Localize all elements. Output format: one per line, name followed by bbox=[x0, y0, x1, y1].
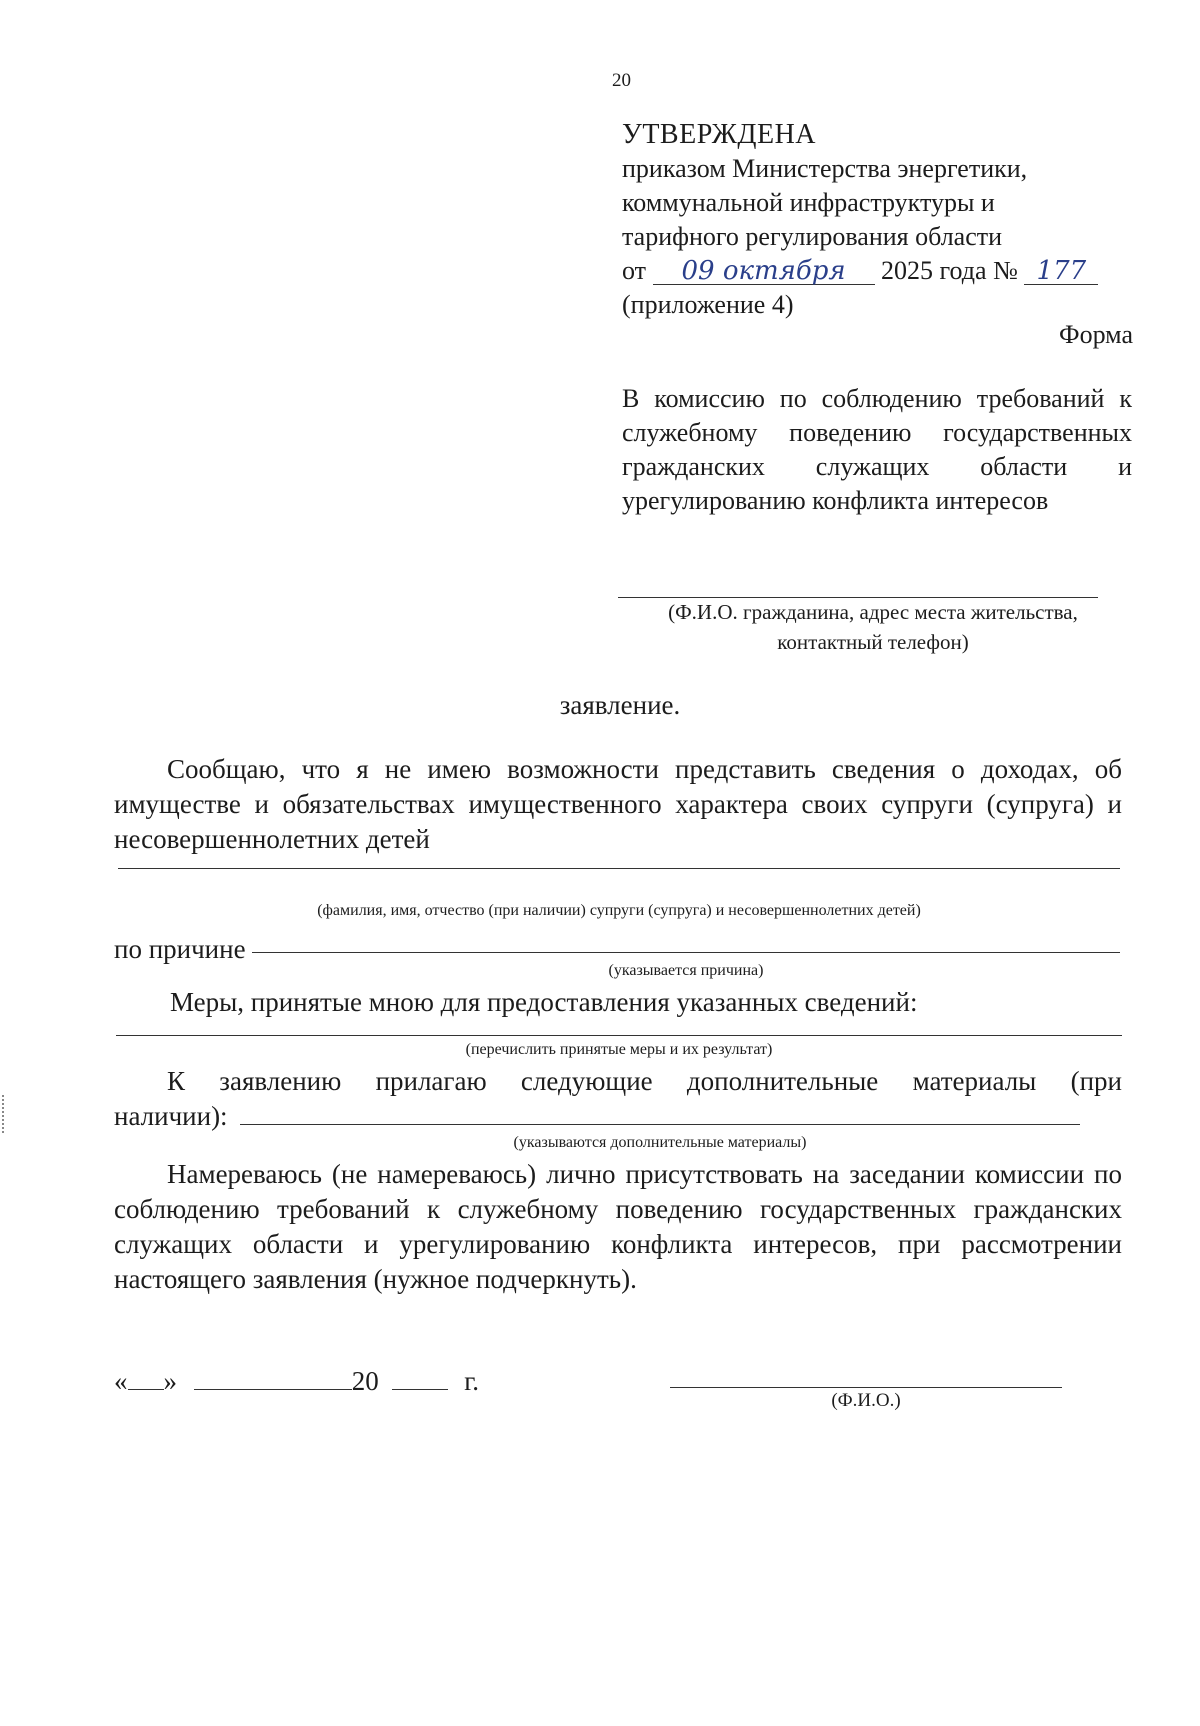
handwritten-date: 09 октября bbox=[681, 256, 846, 286]
statement-paragraph: Сообщаю, что я не имею возможности представить сведения о доходах, об имуществе и обязательствах имущественного характера своих супруги (супруга) и несовершеннолетних детей bbox=[114, 754, 1122, 854]
handwritten-date-field bbox=[653, 254, 875, 285]
attachments-caption: (указываются дополнительные материалы) bbox=[513, 1134, 807, 1151]
approval-line-2: коммунальной инфраструктуры и bbox=[622, 188, 995, 217]
quote-close: » bbox=[163, 1366, 177, 1396]
reason-caption: (указывается причина) bbox=[608, 962, 764, 979]
month-blank bbox=[194, 1363, 352, 1390]
document-title: заявление. bbox=[559, 690, 681, 720]
applicant-line bbox=[618, 597, 1098, 598]
day-blank bbox=[128, 1363, 164, 1390]
approval-heading: УТВЕРЖДЕНА bbox=[622, 119, 817, 150]
date-prefix: от bbox=[622, 256, 647, 285]
form-label: Форма bbox=[1059, 320, 1133, 349]
year-text: 2025 года № bbox=[881, 256, 1018, 285]
handwritten-number-field bbox=[1024, 254, 1098, 285]
year-suffix: г. bbox=[464, 1366, 480, 1396]
applicant-caption-1: (Ф.И.О. гражданина, адрес места жительства, bbox=[668, 600, 1078, 624]
date-field bbox=[114, 1363, 479, 1397]
year-prefix: 20 bbox=[351, 1366, 379, 1396]
approval-appendix: (приложение 4) bbox=[622, 290, 794, 319]
measures-caption: (перечислить принятые меры и их результат) bbox=[465, 1041, 773, 1058]
quote-open: « bbox=[114, 1366, 128, 1396]
commission-address: В комиссию по соблюдению требований к служебному поведению государственных гражданских служащих области и урегулированию конфликта интересов bbox=[622, 384, 1132, 515]
approval-line-1: приказом Министерства энергетики, bbox=[622, 154, 1028, 183]
page-number: 20 bbox=[612, 70, 631, 91]
reason-label: по причине bbox=[114, 934, 246, 964]
names-caption: (фамилия, имя, отчество (при наличии) супруги (супруга) и несовершеннолетних детей) bbox=[317, 902, 921, 919]
attachments-line-2: наличии): bbox=[114, 1101, 228, 1131]
approval-block bbox=[622, 118, 1132, 322]
year-blank bbox=[392, 1363, 448, 1390]
applicant-caption-2: контактный телефон) bbox=[777, 630, 969, 654]
measures-label: Меры, принятые мною для предоставления указанных сведений: bbox=[170, 987, 918, 1017]
intent-paragraph: Намереваюсь (не намереваюсь) лично присутствовать на заседании комиссии по соблюдению требований к служебному поведению государственных гражданских служащих области и урегулированию конфликта интересов, при рассмотрении настоящего заявления (нужное подчеркнуть). bbox=[114, 1159, 1122, 1294]
reason-line bbox=[252, 952, 1120, 953]
scan-edge-mark bbox=[2, 1095, 4, 1133]
signature-line bbox=[670, 1387, 1062, 1388]
measures-line bbox=[116, 1035, 1122, 1036]
names-line bbox=[118, 868, 1120, 869]
approval-line-3: тарифного регулирования области bbox=[622, 222, 1003, 251]
handwritten-number: 177 bbox=[1036, 256, 1087, 286]
approval-date-line bbox=[622, 254, 1132, 288]
attachments-line-1: К заявлению прилагаю следующие дополнительные материалы (при bbox=[167, 1066, 1122, 1096]
attachments-line bbox=[240, 1124, 1080, 1125]
fio-caption: (Ф.И.О.) bbox=[831, 1390, 901, 1411]
